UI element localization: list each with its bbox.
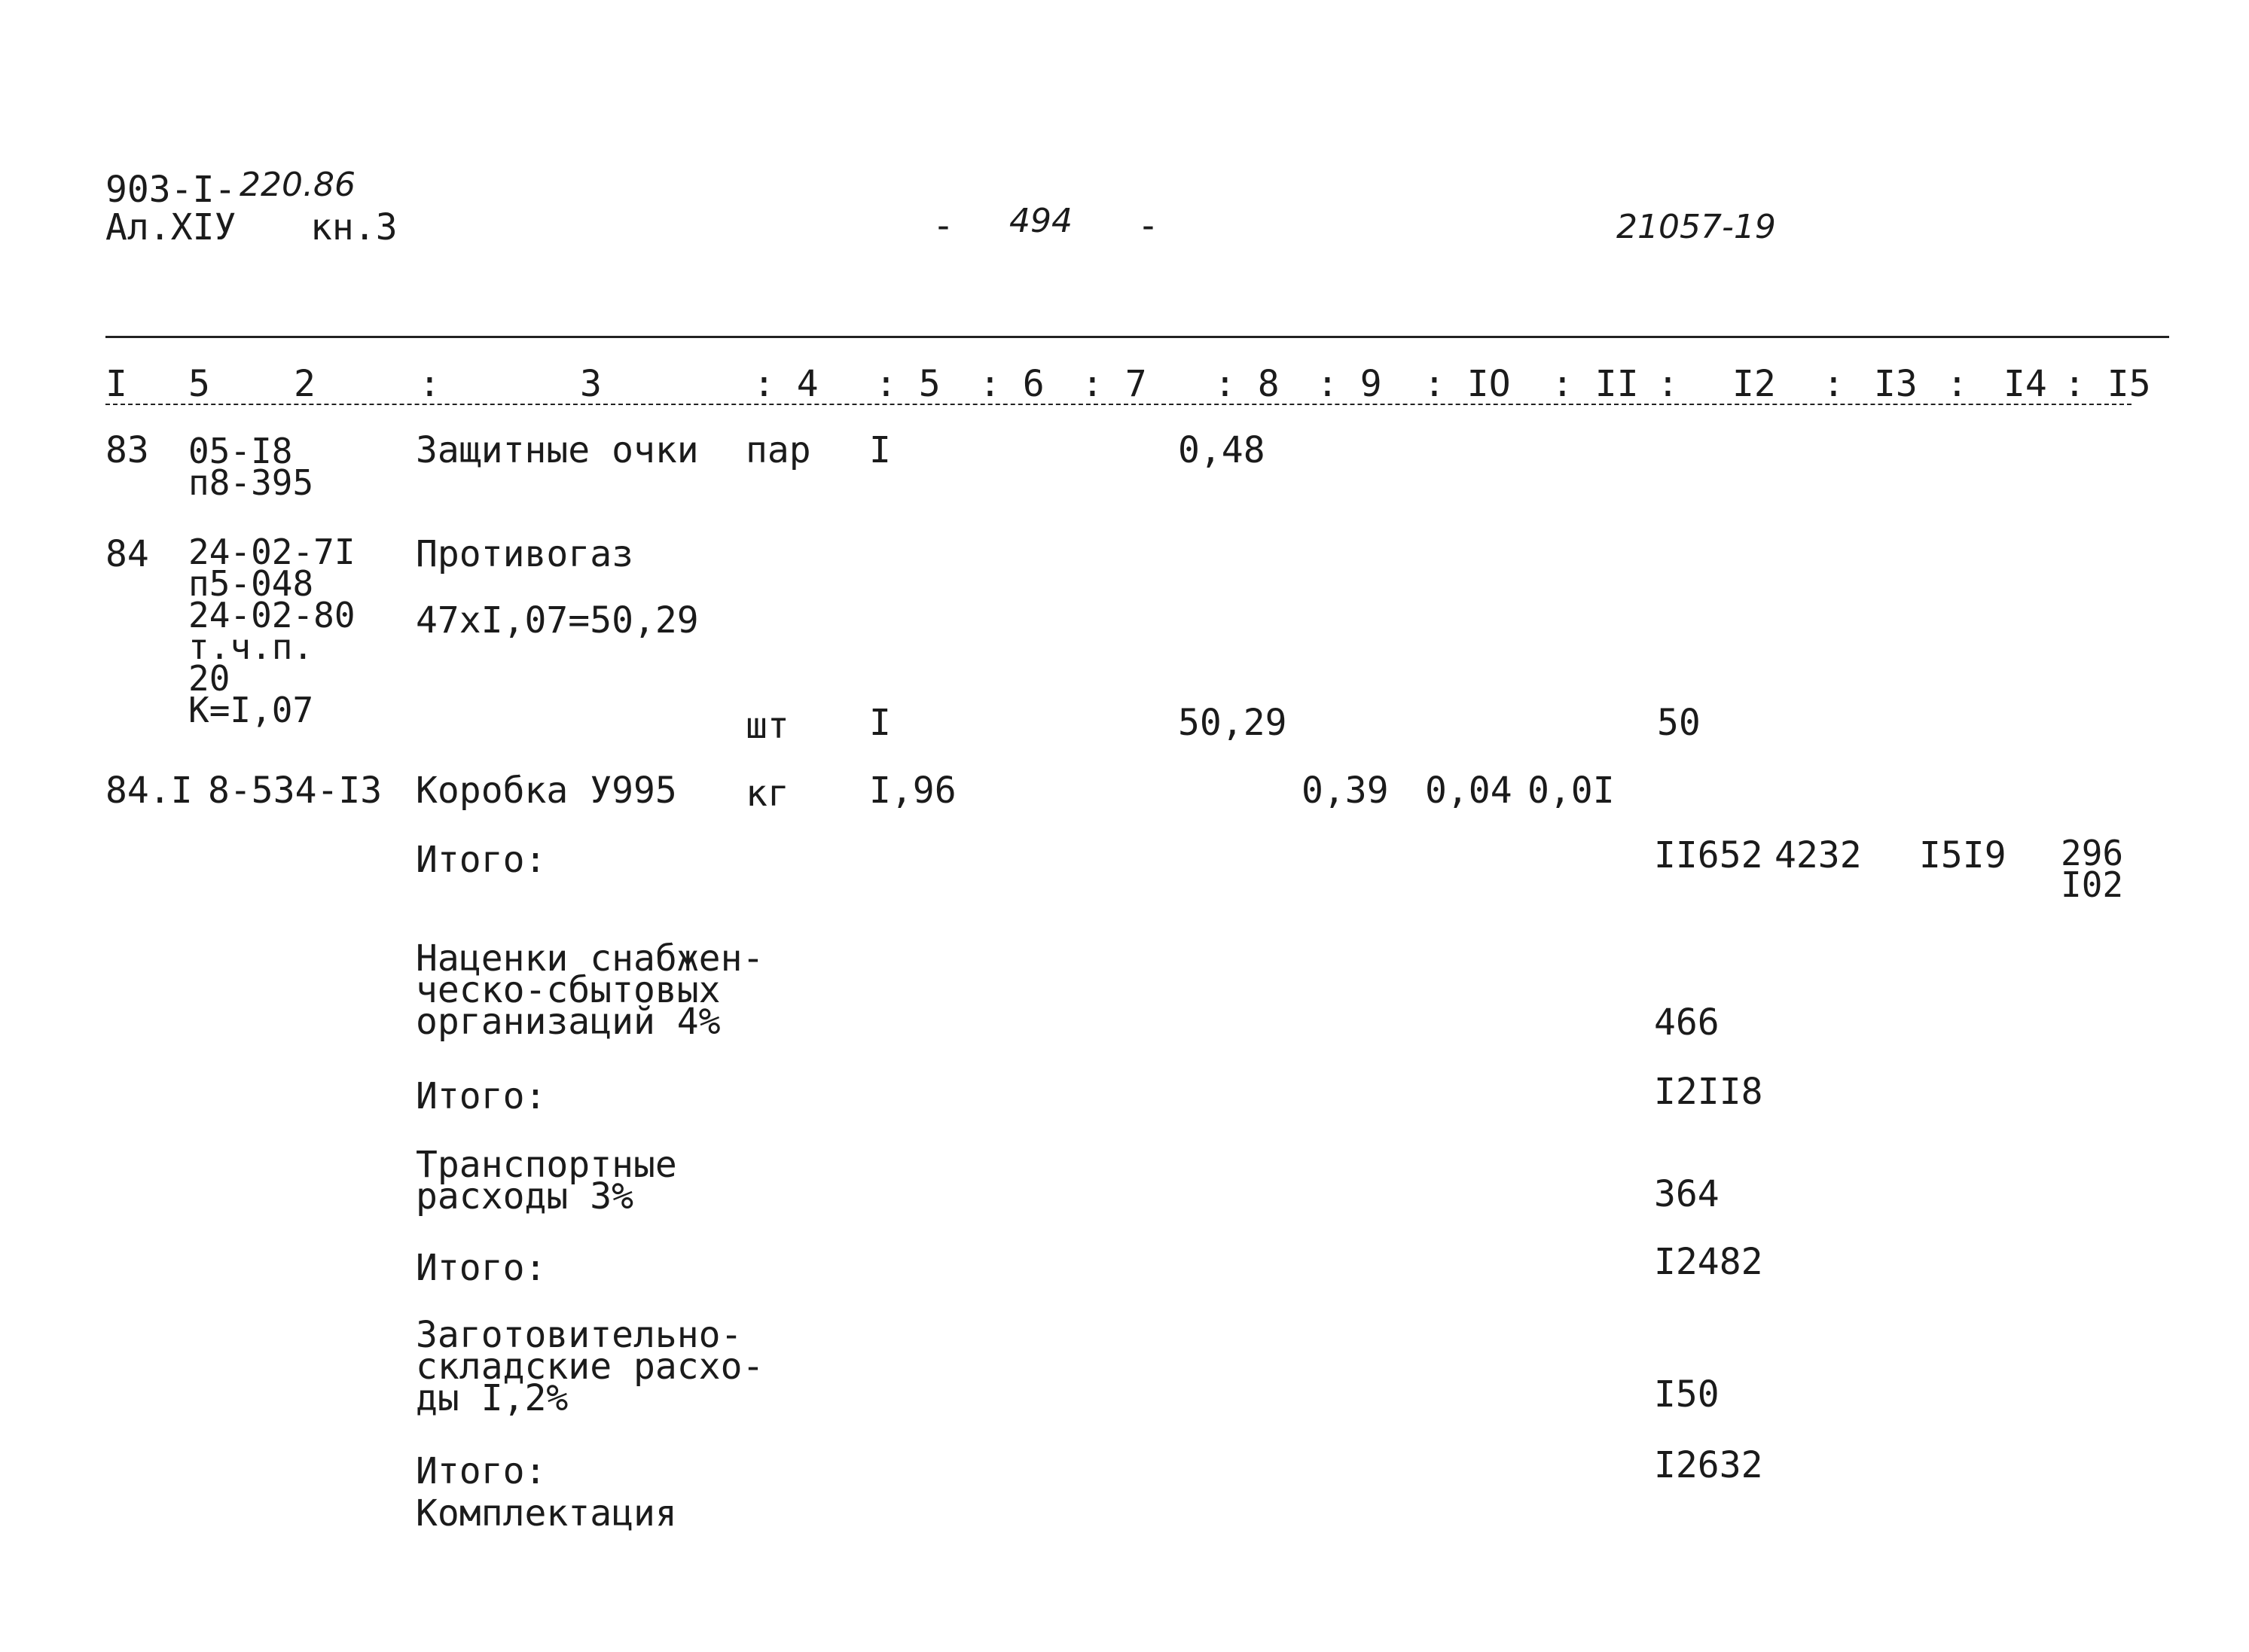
col-header-2: 2 (294, 363, 316, 405)
row-unit: шт (746, 705, 789, 747)
transport-value: 364 (1654, 1173, 1720, 1215)
total-col12b: 4232 (1774, 834, 1862, 876)
col-header-10: : IO (1424, 363, 1511, 405)
row-code: 05-I8 п8-395 (188, 431, 314, 503)
page-number: 494 (1009, 202, 1073, 240)
col-header-5b: : 5 (875, 363, 941, 405)
book-label: кн.3 (310, 206, 398, 248)
album-label: Ал.XIУ (105, 206, 236, 248)
col-header-7: : 7 (1082, 363, 1147, 405)
row-name: Противогаз (416, 533, 633, 575)
doc-number: 21057-19 (1616, 208, 1776, 246)
row-code: 24-02-7I п5-048 24-02-80 т.ч.п. 20 К=I,07 (188, 532, 356, 730)
col-header-14: I4 (2003, 363, 2047, 405)
row-col12: 50 (1657, 702, 1701, 744)
col-header-12: I2 (1732, 363, 1776, 405)
row-qty: I (869, 702, 891, 744)
col-header-6: : 6 (979, 363, 1045, 405)
row-col8: 0,48 (1178, 429, 1265, 471)
row-col9: 0,39 (1301, 770, 1389, 812)
warehouse-value: I50 (1654, 1373, 1720, 1416)
total-value: I2482 (1654, 1241, 1763, 1283)
col-header-sep2: : (1657, 363, 1679, 405)
row-num: 83 (105, 429, 149, 471)
page-dash-left: - (932, 205, 954, 247)
markup-value: 466 (1654, 1001, 1720, 1044)
transport-label: Транспортные расходы 3% (416, 1144, 677, 1218)
page-dash-right: - (1137, 205, 1159, 247)
total-label: Итого: (416, 839, 547, 881)
total-label: Итого: (416, 1247, 547, 1289)
warehouse-label: Заготовительно- складские расхо- ды I,2% (416, 1314, 764, 1419)
row-num: 84 (105, 533, 149, 575)
row-qty: I (869, 429, 891, 471)
col-header-9: : 9 (1317, 363, 1382, 405)
completion-label: Комплектация (416, 1492, 677, 1535)
col-header-sep: : (419, 363, 441, 405)
col-header-13: I3 (1874, 363, 1918, 405)
col-header-11: : II (1552, 363, 1639, 405)
total-col15: 296 I02 (2061, 833, 2124, 905)
markup-label: Наценки снабжен- ческо-сбытовых организаций 4% (416, 937, 764, 1043)
row-code: 8-534-I3 (208, 770, 383, 812)
row-col10: 0,04 (1425, 770, 1512, 812)
total-value: I2632 (1654, 1444, 1763, 1486)
col-header-5: 5 (188, 363, 210, 405)
row-unit: кг (746, 773, 789, 815)
row-col11: 0,0I (1527, 770, 1615, 812)
col-header-15: : I5 (2064, 363, 2151, 405)
total-value: I2II8 (1654, 1071, 1763, 1113)
row-name: Коробка У995 (416, 770, 677, 812)
col-header-4: : 4 (753, 363, 819, 405)
row-qty: I,96 (869, 770, 957, 812)
column-header-rule (105, 396, 2132, 405)
col-header-3: 3 (580, 363, 602, 405)
total-label: Итого: (416, 1075, 547, 1117)
total-label: Итого: (416, 1450, 547, 1492)
row-name: Защитные очки (416, 429, 699, 471)
doc-code-handwritten: 220.86 (240, 166, 356, 204)
row-formula: 47хI,07=50,29 (416, 599, 699, 642)
header-rule (105, 325, 2169, 338)
col-header-sep3: : (1823, 363, 1845, 405)
total-col12: II652 (1654, 834, 1763, 876)
doc-code-prefix: 903-I- (105, 169, 236, 211)
row-col8: 50,29 (1178, 702, 1287, 744)
total-col13: I5I9 (1919, 834, 2006, 876)
col-header-8: : 8 (1214, 363, 1280, 405)
col-header-sep4: : (1946, 363, 1968, 405)
row-num: 84.I (105, 770, 193, 812)
col-header-1: I (105, 363, 127, 405)
row-unit: пар (746, 429, 811, 471)
